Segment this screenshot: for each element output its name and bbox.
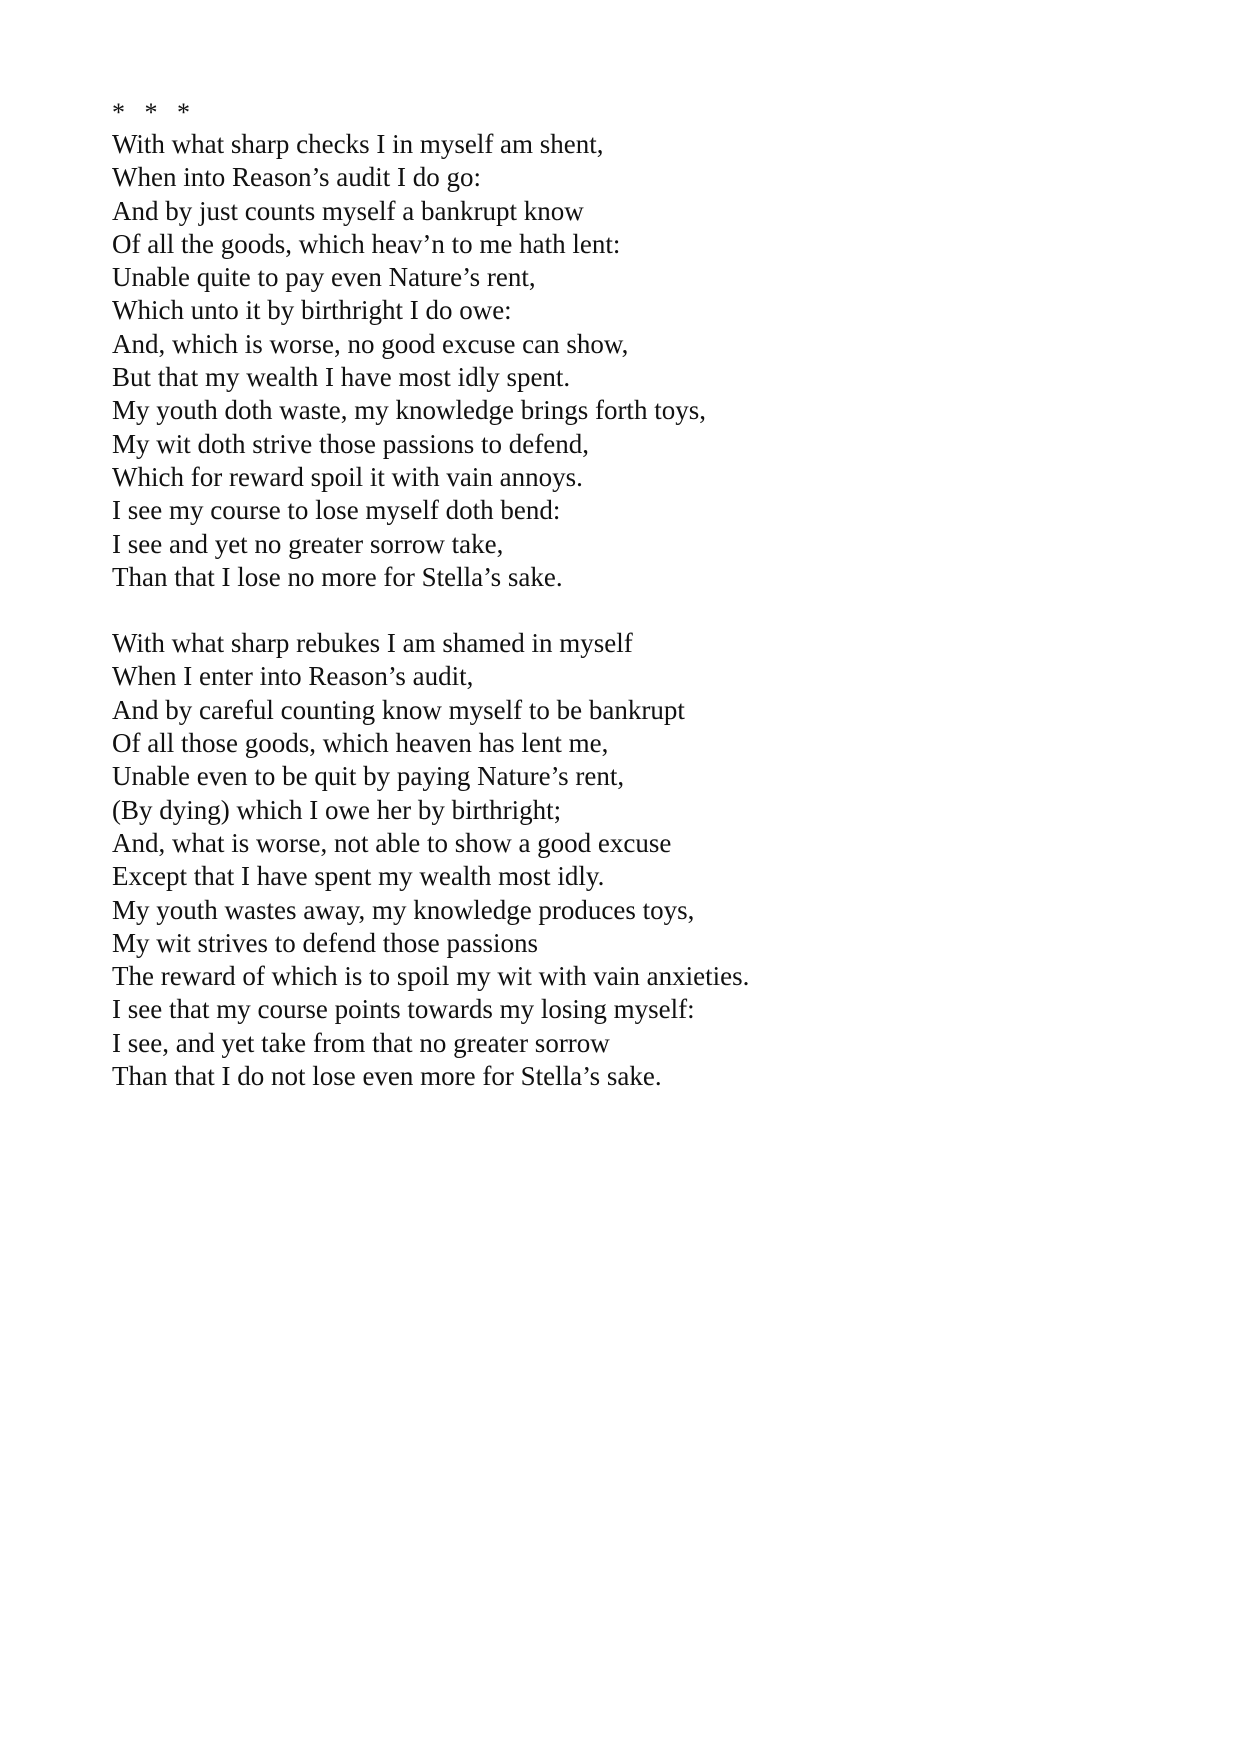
original-stanza (112, 128, 1132, 594)
poem-line: When into Reason’s audit I do go: (112, 162, 481, 193)
poem-line: My youth doth waste, my knowledge brings forth toys, (112, 395, 706, 426)
poem-line: And, which is worse, no good excuse can show, (112, 328, 629, 359)
paraphrase-line: (By dying) which I owe her by birthright; (112, 794, 562, 825)
paraphrase-line: With what sharp rebukes I am shamed in myself (112, 628, 633, 659)
poem-line: I see and yet no greater sorrow take, (112, 528, 504, 559)
poem-line: I see my course to lose myself doth bend: (112, 495, 561, 526)
paraphrase-line: Of all those goods, which heaven has lent me, (112, 728, 609, 759)
poem-line: Than that I lose no more for Stella’s sake. (112, 561, 563, 592)
paraphrase-line: And by careful counting know myself to be bankrupt (112, 694, 685, 725)
poem-line: With what sharp checks I in myself am shent, (112, 129, 604, 159)
paraphrase-stanza (112, 627, 1132, 1093)
stanza-divider (112, 594, 1132, 627)
poem-line: And by just counts myself a bankrupt know (112, 195, 584, 226)
paraphrase-line: Than that I do not lose even more for Stella’s sake. (112, 1061, 662, 1092)
document-page (112, 98, 1132, 1093)
paraphrase-line: When I enter into Reason’s audit, (112, 661, 474, 692)
poem-line: Which for reward spoil it with vain annoys. (112, 461, 583, 492)
paraphrase-line: Unable even to be quit by paying Nature’s rent, (112, 761, 625, 792)
section-ornament: * * * (112, 98, 190, 127)
poem-line: Which unto it by birthright I do owe: (112, 295, 512, 326)
paraphrase-line: I see, and yet take from that no greater sorrow (112, 1027, 610, 1058)
poem-line: Unable quite to pay even Nature’s rent, (112, 262, 536, 293)
paraphrase-line: My wit strives to defend those passions (112, 927, 538, 958)
poem-line: But that my wealth I have most idly spent. (112, 362, 571, 393)
paraphrase-line: The reward of which is to spoil my wit with vain anxieties. (112, 961, 750, 992)
poem-line: Of all the goods, which heav’n to me hath lent: (112, 228, 621, 259)
paraphrase-line: I see that my course points towards my losing myself: (112, 994, 695, 1025)
poem-line: My wit doth strive those passions to defend, (112, 428, 589, 459)
paraphrase-line: And, what is worse, not able to show a good excuse (112, 827, 672, 858)
paraphrase-line: Except that I have spent my wealth most idly. (112, 861, 605, 892)
paraphrase-line: My youth wastes away, my knowledge produces toys, (112, 894, 695, 925)
